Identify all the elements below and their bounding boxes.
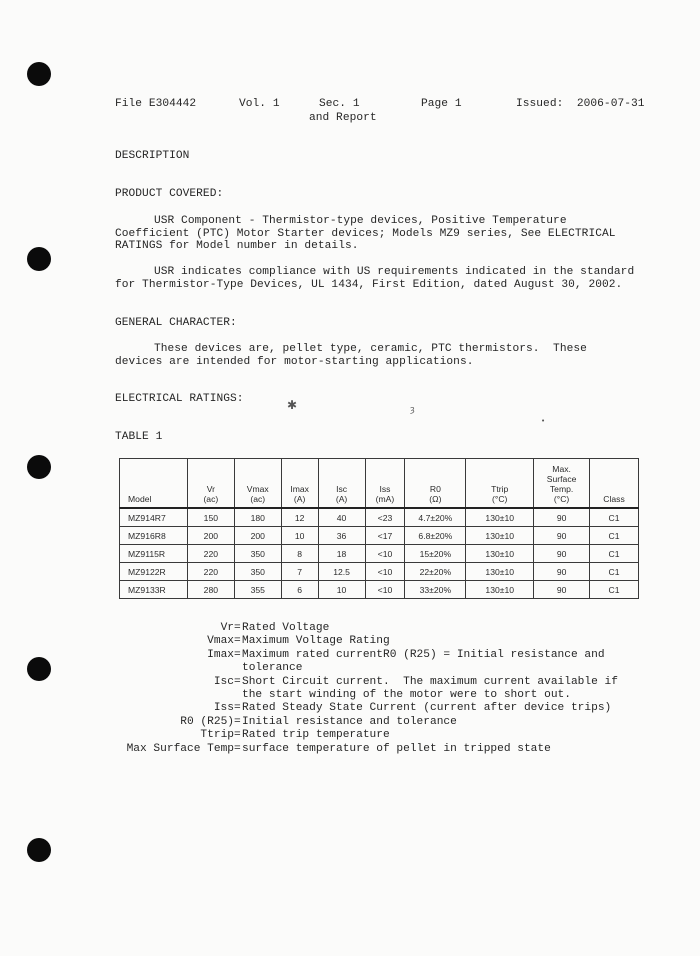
header-max-surface-temp: Max. Surface Temp. (°C) (534, 459, 590, 509)
header-vmax: Vmax (ac) (234, 459, 281, 509)
electrical-ratings-heading: ELECTRICAL RATINGS: (115, 393, 244, 405)
issued-date: Issued: 2006-07-31 (516, 98, 645, 110)
product-covered-heading: PRODUCT COVERED: (115, 188, 224, 200)
ratings-table (119, 458, 639, 599)
cell-vmax: 180 (234, 508, 281, 527)
legend-term: Isc (213, 675, 234, 688)
legend-item (0, 729, 700, 742)
legend-item (0, 743, 700, 756)
cell-imax: 12 (281, 508, 318, 527)
cell-iss: <17 (365, 527, 405, 545)
cell-isc: 10 (318, 581, 365, 599)
legend-equals: = (234, 675, 241, 688)
cell-vr: 280 (187, 581, 234, 599)
header-vr: Vr (ac) (187, 459, 234, 509)
paragraph-line: USR Component - Thermistor-type devices, Positive Temperature (154, 215, 567, 227)
legend-item (0, 635, 700, 648)
cell-max-temp: 90 (534, 527, 590, 545)
cell-iss: <10 (365, 581, 405, 599)
cell-max-temp: 90 (534, 581, 590, 599)
section: Sec. 1 (319, 98, 360, 110)
legend-term: Ttrip (200, 729, 234, 742)
legend-item (0, 622, 700, 635)
scan-speck: ȝ (410, 405, 415, 415)
cell-max-temp: 90 (534, 563, 590, 581)
cell-class: C1 (590, 545, 639, 563)
cell-vmax: 350 (234, 545, 281, 563)
cell-model: MZ9115R (120, 545, 188, 563)
page-number: Page 1 (421, 98, 462, 110)
cell-isc: 12.5 (318, 563, 365, 581)
cell-max-temp: 90 (534, 508, 590, 527)
cell-r0: 6.8±20% (405, 527, 466, 545)
paragraph-line: RATINGS for Model number in details. (115, 240, 359, 252)
legend-equals: = (234, 648, 241, 661)
legend-definition: Maximum rated currentR0 (R25) = Initial resistance and (242, 648, 605, 661)
legend-equals: = (234, 702, 241, 715)
cell-model: MZ9122R (120, 563, 188, 581)
table-label: TABLE 1 (115, 431, 163, 443)
cell-vmax: 200 (234, 527, 281, 545)
section-subtitle: and Report (309, 112, 377, 124)
cell-vmax: 355 (234, 581, 281, 599)
header-model: Model (120, 459, 188, 509)
paragraph-line: These devices are, pellet type, ceramic, PTC thermistors. These (154, 343, 587, 355)
cell-r0: 15±20% (405, 545, 466, 563)
paragraph-line: for Thermistor-Type Devices, UL 1434, First Edition, dated August 30, 2002. (115, 279, 623, 291)
legend-definition: the start winding of the motor were to short out. (242, 688, 571, 701)
cell-model: MZ916R8 (120, 527, 188, 545)
legend-item (0, 676, 700, 689)
binder-hole (27, 62, 51, 86)
description-heading: DESCRIPTION (115, 150, 190, 162)
legend-item (0, 702, 700, 715)
table-row (120, 581, 639, 599)
legend-term: Imax (207, 648, 234, 661)
header-iss: Iss (mA) (365, 459, 405, 509)
cell-class: C1 (590, 563, 639, 581)
binder-hole (27, 455, 51, 479)
legend-item (0, 716, 700, 729)
general-character-heading: GENERAL CHARACTER: (115, 317, 237, 329)
legend-term: Vmax (207, 635, 234, 648)
scan-speck: ✱ (287, 398, 298, 412)
legend-definition: Maximum Voltage Rating (242, 635, 390, 648)
cell-vr: 200 (187, 527, 234, 545)
legend-definition: Rated trip temperature (242, 729, 390, 742)
header-ttrip: Ttrip (°C) (466, 459, 534, 509)
cell-iss: <10 (365, 545, 405, 563)
legend-continuation (0, 662, 700, 675)
cell-vr: 220 (187, 563, 234, 581)
legend-definition: Initial resistance and tolerance (242, 715, 457, 728)
legend-definition: tolerance (242, 662, 303, 675)
paragraph-line: Coefficient (PTC) Motor Starter devices; Models MZ9 series, See ELECTRICAL (115, 228, 616, 240)
table-row (120, 563, 639, 581)
legend-definition: Rated Steady State Current (current after device trips) (242, 702, 612, 715)
legend-continuation (0, 689, 700, 702)
legend-definition: surface temperature of pellet in tripped state (242, 742, 551, 755)
cell-max-temp: 90 (534, 545, 590, 563)
table-header-row (120, 459, 639, 509)
cell-class: C1 (590, 508, 639, 527)
cell-r0: 33±20% (405, 581, 466, 599)
header-imax: Imax (A) (281, 459, 318, 509)
cell-r0: 4.7±20% (405, 508, 466, 527)
file-number: File E304442 (115, 98, 197, 110)
cell-vr: 150 (187, 508, 234, 527)
cell-model: MZ914R7 (120, 508, 188, 527)
cell-r0: 22±20% (405, 563, 466, 581)
cell-ttrip: 130±10 (466, 545, 534, 563)
legend-definition: Short Circuit current. The maximum current available if (242, 675, 618, 688)
cell-class: C1 (590, 581, 639, 599)
cell-isc: 40 (318, 508, 365, 527)
legend-item (0, 649, 700, 662)
legend-equals: = (234, 729, 241, 742)
legend-term: Vr (220, 622, 234, 634)
legend-term: Max Surface Temp (126, 742, 234, 755)
scan-speck: • (541, 417, 546, 425)
legend-definition: Rated Voltage (242, 622, 330, 634)
binder-hole (27, 838, 51, 862)
header-class: Class (590, 459, 639, 509)
legend-equals: = (234, 635, 241, 648)
cell-imax: 6 (281, 581, 318, 599)
cell-imax: 8 (281, 545, 318, 563)
header-isc: Isc (A) (318, 459, 365, 509)
cell-imax: 7 (281, 563, 318, 581)
cell-isc: 18 (318, 545, 365, 563)
legend-term: Iss (213, 702, 234, 715)
cell-model: MZ9133R (120, 581, 188, 599)
table-row (120, 508, 639, 527)
cell-iss: <23 (365, 508, 405, 527)
legend-equals: = (234, 622, 241, 634)
table-row (120, 527, 639, 545)
cell-ttrip: 130±10 (466, 563, 534, 581)
cell-ttrip: 130±10 (466, 527, 534, 545)
table-row (120, 545, 639, 563)
legend-term: R0 (R25) (180, 715, 234, 728)
abbreviation-legend (0, 622, 700, 756)
cell-isc: 36 (318, 527, 365, 545)
cell-ttrip: 130±10 (466, 581, 534, 599)
binder-hole (27, 247, 51, 271)
paragraph-line: USR indicates compliance with US requirements indicated in the standard (154, 266, 635, 278)
cell-vr: 220 (187, 545, 234, 563)
cell-imax: 10 (281, 527, 318, 545)
cell-vmax: 350 (234, 563, 281, 581)
legend-equals: = (234, 715, 241, 728)
cell-iss: <10 (365, 563, 405, 581)
cell-class: C1 (590, 527, 639, 545)
header-r0: R0 (Ω) (405, 459, 466, 509)
cell-ttrip: 130±10 (466, 508, 534, 527)
volume: Vol. 1 (239, 98, 280, 110)
paragraph-line: devices are intended for motor-starting applications. (115, 356, 474, 368)
legend-equals: = (234, 742, 241, 755)
